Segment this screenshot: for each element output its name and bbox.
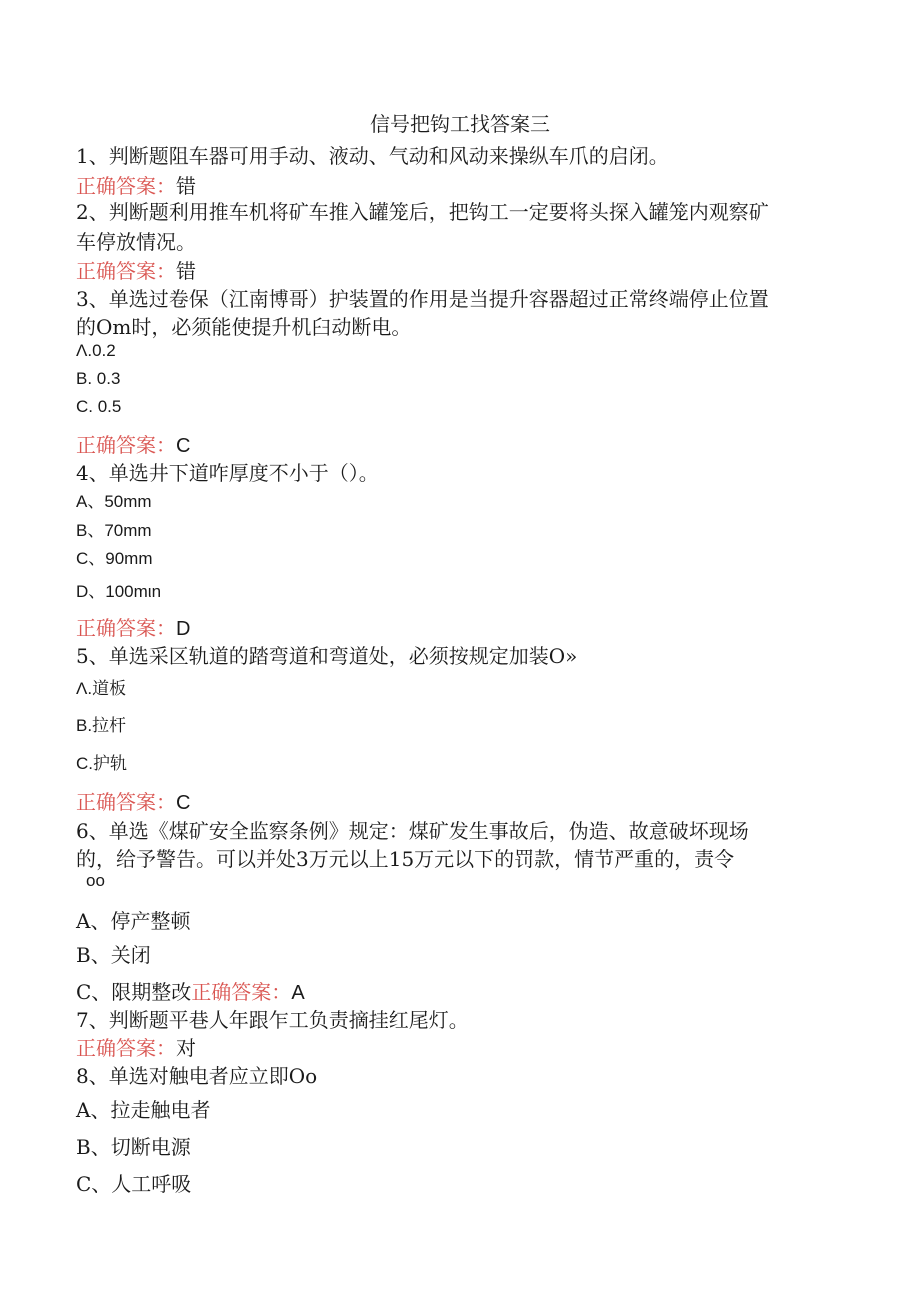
answer-value: 错 xyxy=(176,174,196,198)
answer-label: 正确答案： xyxy=(76,616,176,640)
answer-3 xyxy=(76,429,190,458)
answer-value: D xyxy=(176,618,191,640)
question-3-line-1: 3、单选过卷保（江南博哥）护装置的作用是当提升容器超过正常终端停止位置 xyxy=(76,287,769,311)
question-8: 8、单选对触电者应立即Oo xyxy=(76,1064,318,1088)
option-a: A、50mm xyxy=(76,492,152,511)
option-a: A、拉走触电者 xyxy=(76,1098,211,1122)
document-title: 信号把钩工找答案三 xyxy=(370,112,550,136)
option-c: C、人工呼吸 xyxy=(76,1172,192,1196)
option-c: C、90mm xyxy=(76,549,153,568)
answer-value: A xyxy=(291,982,305,1004)
question-4: 4、单选井下道咋厚度不小于（）。 xyxy=(76,461,379,485)
option-a: A、停产整顿 xyxy=(76,909,191,933)
option-b: B、70mm xyxy=(76,521,152,540)
answer-label: 正确答案： xyxy=(191,980,292,1004)
question-2-line-2: 车停放情况。 xyxy=(76,230,196,254)
option-c: C.护轨 xyxy=(76,754,127,773)
question-3-line-2: 的Om时，必须能使提升机臼动断电。 xyxy=(76,315,412,339)
option-a: Λ.0.2 xyxy=(76,341,116,360)
question-6-line-3: oo xyxy=(86,871,105,890)
answer-label: 正确答案： xyxy=(76,790,176,814)
answer-value: C xyxy=(176,792,191,814)
question-7: 7、判断题平巷人年跟乍工负责摘挂红尾灯。 xyxy=(76,1008,469,1032)
option-c-with-answer xyxy=(76,976,305,1005)
answer-4 xyxy=(76,612,190,641)
answer-1 xyxy=(76,170,196,199)
question-2-line-1: 2、判断题利用推车机将矿车推入罐笼后，把钩工一定要将头探入罐笼内观察矿 xyxy=(76,200,769,224)
answer-label: 正确答案： xyxy=(76,174,176,198)
option-c: C. 0.5 xyxy=(76,397,122,416)
option-b: B、关闭 xyxy=(76,943,151,967)
answer-value: 错 xyxy=(176,259,196,283)
option-b: B.拉杆 xyxy=(76,716,127,735)
option-d: D、100mιn xyxy=(76,582,162,601)
answer-label: 正确答案： xyxy=(76,259,176,283)
option-a: Λ.道板 xyxy=(76,679,127,698)
answer-value: 对 xyxy=(176,1036,196,1060)
question-1: 1、判断题阻车器可用手动、液动、气动和风动来操纵车爪的启闭。 xyxy=(76,144,669,168)
question-6-line-1: 6、单选《煤矿安全监察条例》规定：煤矿发生事故后，伪造、故意破坏现场 xyxy=(76,819,749,843)
answer-label: 正确答案： xyxy=(76,1036,176,1060)
answer-label: 正确答案： xyxy=(76,433,176,457)
option-c: C、限期整改 xyxy=(76,980,192,1004)
question-5: 5、单选采区轨道的踏弯道和弯道处，必须按规定加装O» xyxy=(76,644,578,668)
answer-7 xyxy=(76,1032,196,1061)
answer-2 xyxy=(76,255,196,284)
option-b: B、切断电源 xyxy=(76,1135,191,1159)
answer-value: C xyxy=(176,435,191,457)
question-6-line-2: 的，给予警告。可以并处3万元以上15万元以下的罚款，情节严重的，责令 xyxy=(76,847,735,871)
answer-5 xyxy=(76,786,190,815)
option-b: B. 0.3 xyxy=(76,369,121,388)
